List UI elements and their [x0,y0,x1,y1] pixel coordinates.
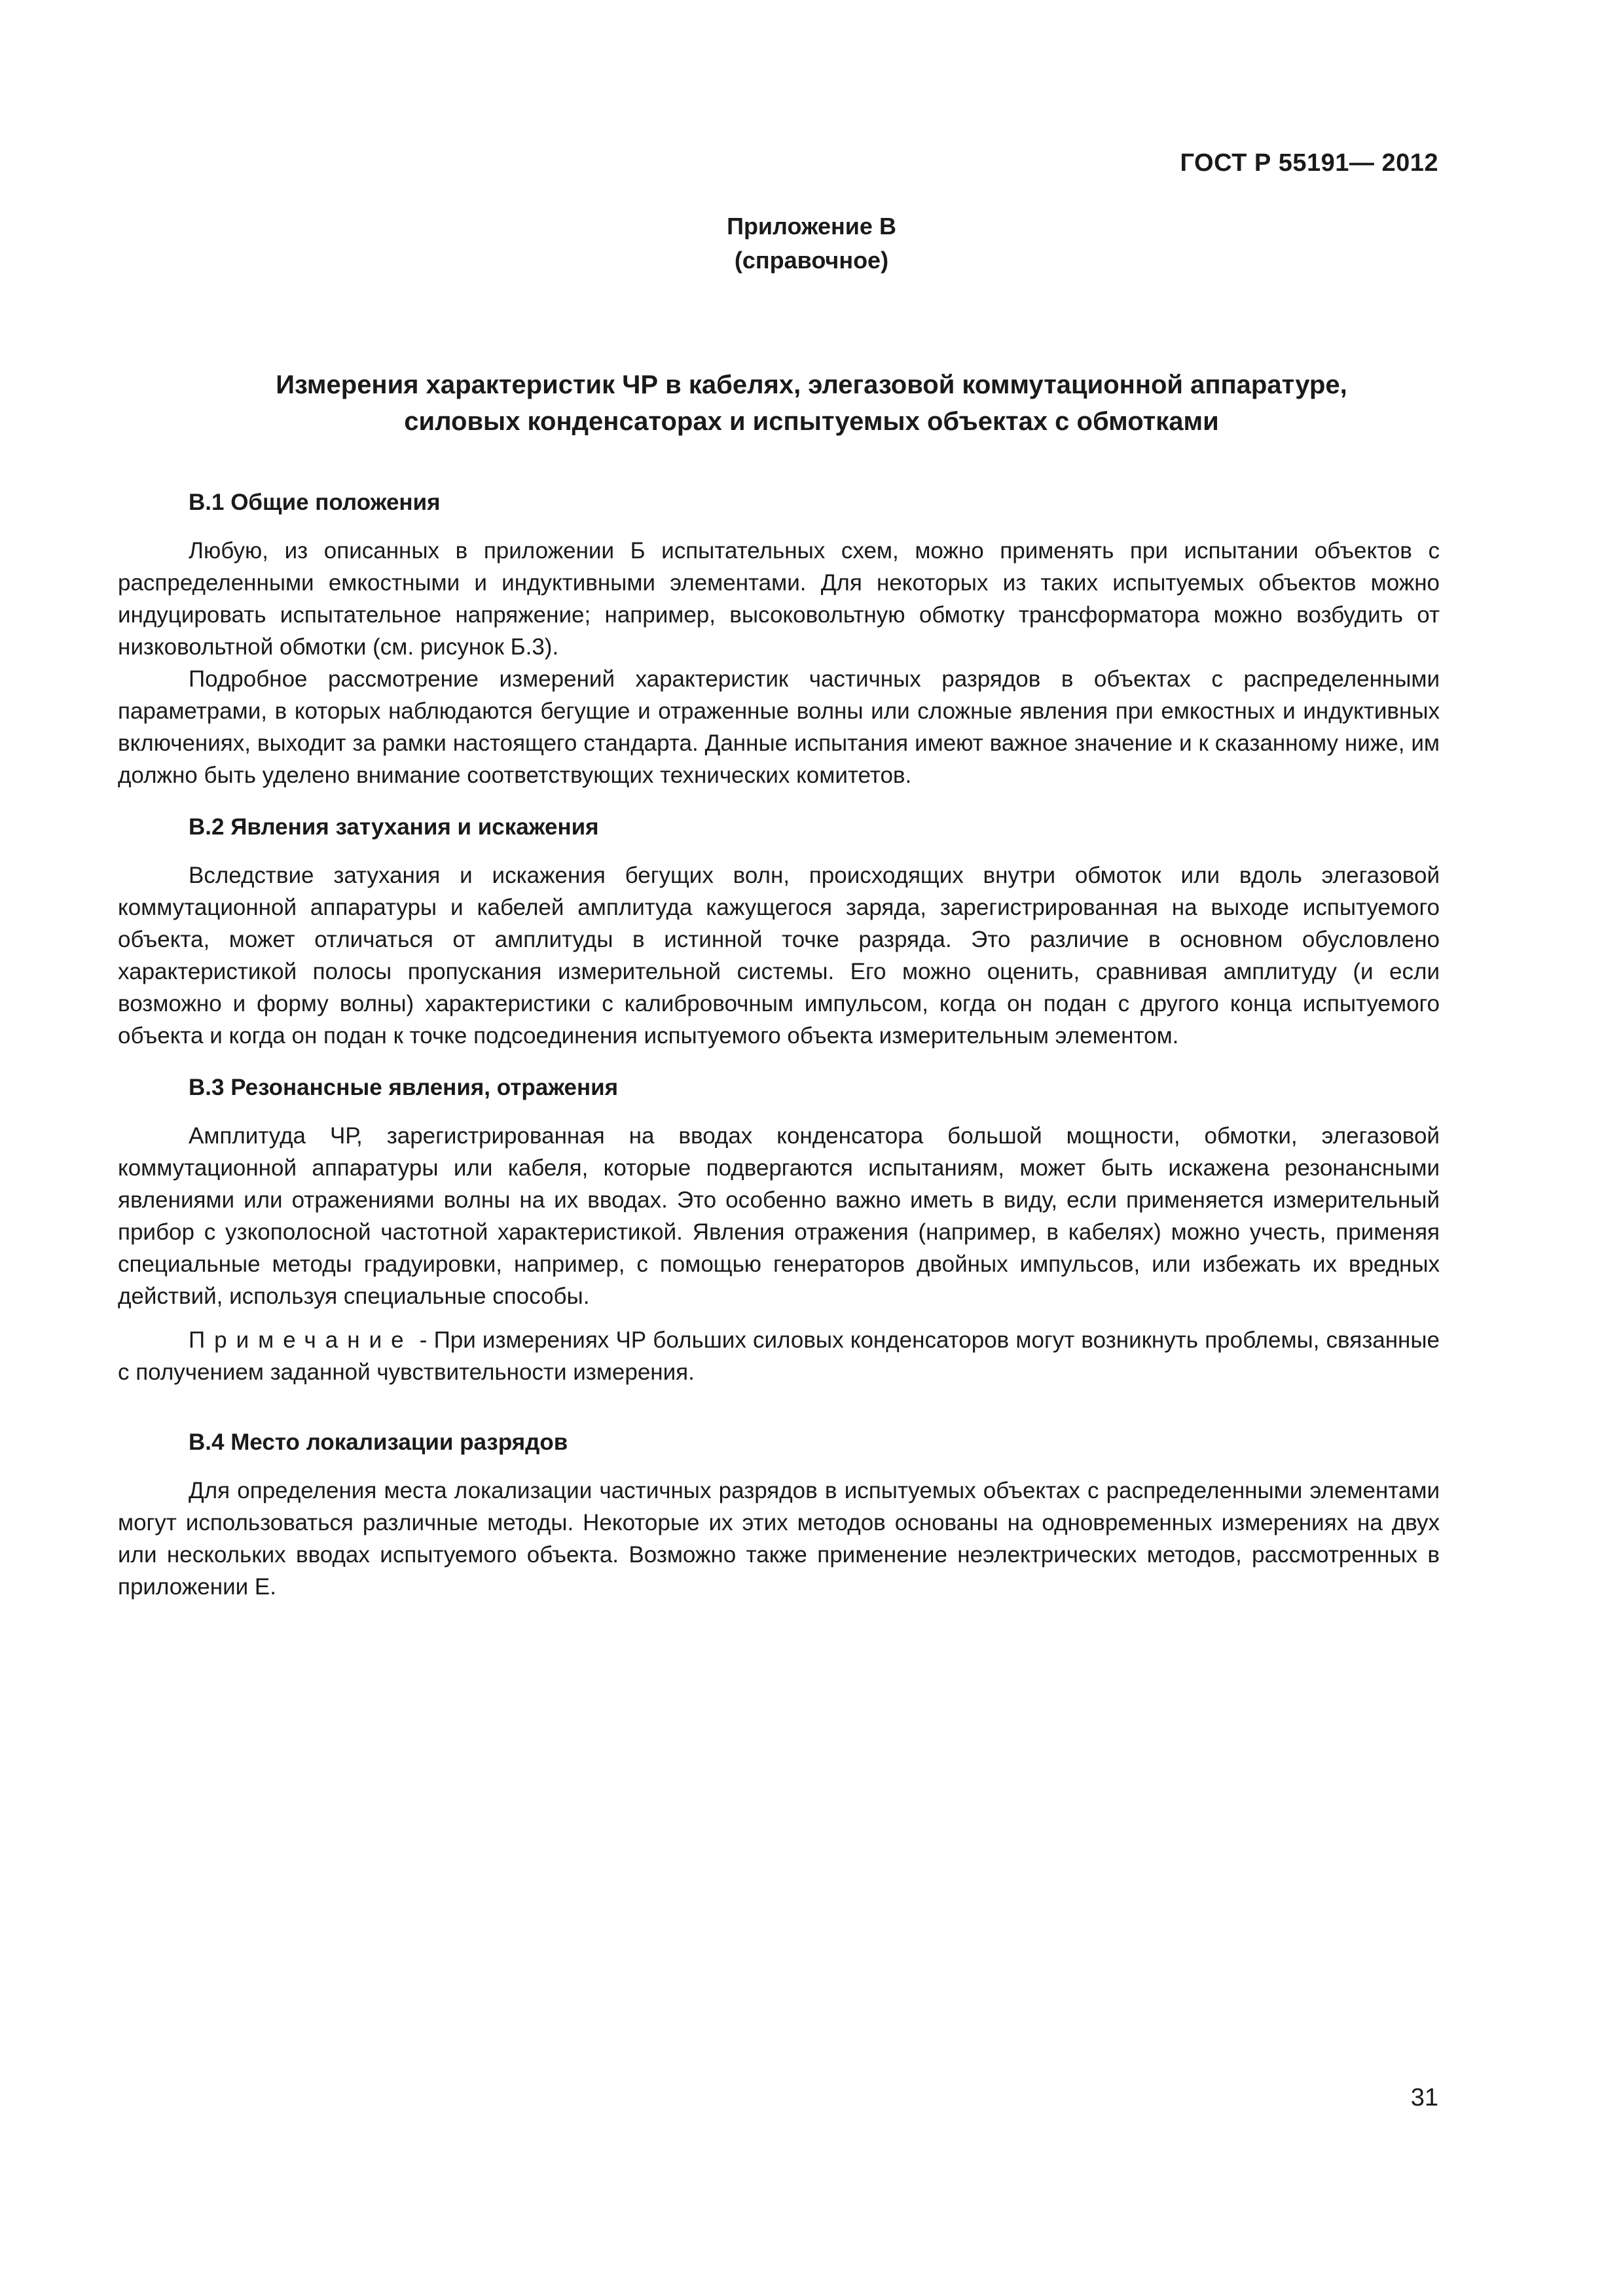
section-b1 [118,488,1440,791]
section-heading: В.2 Явления затухания и искажения [189,814,599,840]
paragraph: Вследствие затухания и искажения бегущих волн, происходящих внутри обмоток или вдоль элегазовой коммутационной аппаратуры и кабелей амплитуда кажущегося заряда, зарегистрированная на выходе испытуемого объекта, может отличаться от амплитуды в истинной точке разряда. Это различие в основном обусловлено характеристикой полосы пропускания измерительной системы. Его можно оценить, сравнивая амплитуду (и если возможно и форму волны) характеристики с калибровочным импульсом, когда он подан с другого конца испытуемого объекта и когда он подан к точке подсоединения испытуемого объекта измерительным элементом. [118,863,1440,1049]
standard-designation: ГОСТ Р 55191— 2012 [1180,149,1438,177]
paragraph: Любую, из описанных в приложении Б испытательных схем, можно применять при испытании объектов с распределенными емкостными и индуктивными элементами. Для некоторых из таких испытуемых объектов можно индуцировать испытательное напряжение; например, высоковольтную обмотку трансформатора можно возбудить от низковольтной обмотки (см. рисунок Б.3). [118,538,1440,660]
appendix-type: (справочное) [734,247,889,274]
section-b3 [118,1073,1440,1388]
appendix-heading [0,209,1623,278]
appendix-label: Приложение В [727,213,896,240]
section-heading: В.3 Резонансные явления, отражения [189,1075,619,1100]
note [118,1324,1440,1388]
section-b2 [118,812,1440,1052]
section-heading: В.1 Общие положения [189,490,441,515]
document-body [118,488,1440,1624]
document-title [131,367,1492,440]
paragraph: Подробное рассмотрение измерений характеристик частичных разрядов в объектах с распределенными параметрами, в которых наблюдаются бегущие и отраженные волны или сложные явления при емкостных и индуктивных включениях, выходит за рамки настоящего стандарта. Данные испытания имеют важное значение и к сказанному ниже, им должно быть уделено внимание соответствующих технических комитетов. [118,666,1440,788]
paragraph: Амплитуда ЧР, зарегистрированная на вводах конденсатора большой мощности, обмотки, элегазовой коммутационной аппаратуры или кабеля, которые подвергаются испытаниям, может быть искажена резонансными явлениями или отражениями волны на их вводах. Это особенно важно иметь в виду, если применяется измерительный прибор с узкополосной частотной характеристикой. Явления отражения (например, в кабелях) можно учесть, применяя специальные методы градуировки, например, с помощью генераторов двойных импульсов, или избежать их вредных действий, используя специальные способы. [118,1123,1440,1309]
note-label: Примечание [189,1327,413,1353]
section-heading: В.4 Место локализации разрядов [189,1429,568,1455]
title-line-2: силовых конденсаторах и испытуемых объектах с обмотками [404,407,1219,436]
page-number: 31 [1410,2084,1438,2111]
paragraph: Для определения места локализации частичных разрядов в испытуемых объектах с распределенными элементами могут использоваться различные методы. Некоторые их этих методов основаны на одновременных измерениях на двух или нескольких вводах испытуемого объекта. Возможно также применение неэлектрических методов, рассмотренных в приложении Е. [118,1478,1440,1600]
note-text: - При измерениях ЧР больших силовых конденсаторов могут возникнуть проблемы, связанные с получением заданной чувствительности измерения. [118,1327,1440,1385]
title-line-1: Измерения характеристик ЧР в кабелях, элегазовой коммутационной аппаратуре, [276,370,1347,399]
section-b4 [118,1427,1440,1603]
